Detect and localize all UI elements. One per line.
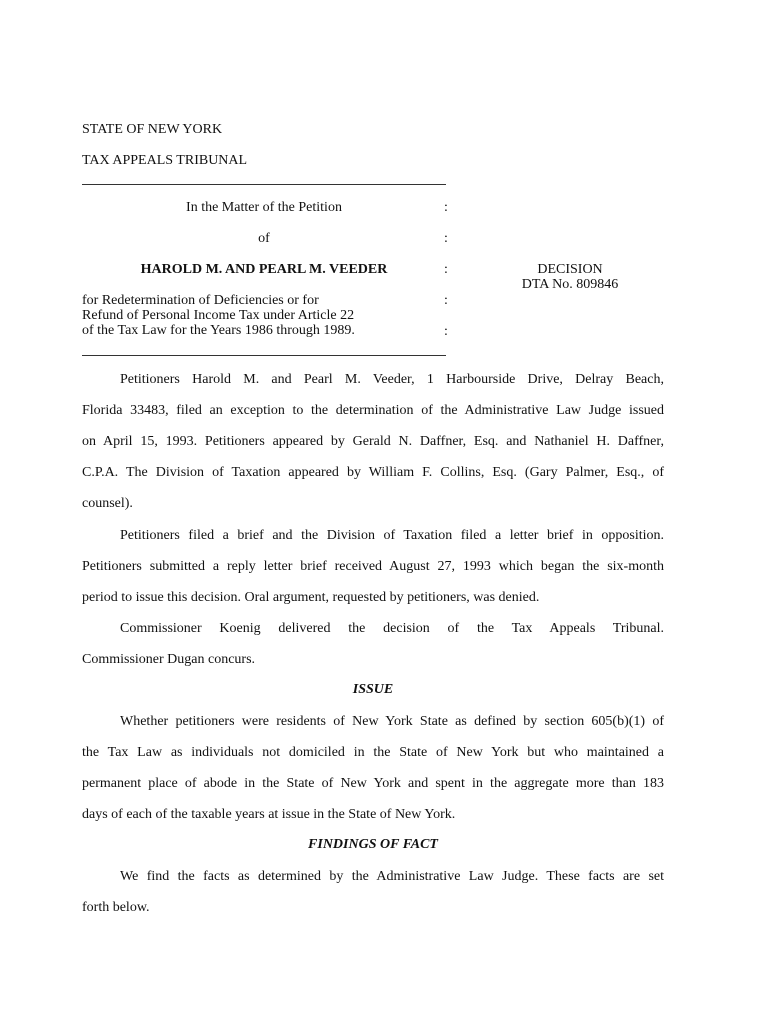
caption-matter: In the Matter of the Petition <box>186 200 342 215</box>
text-line: Commissioner Koenig delivered the decision of the Tax Appeals Tribunal. <box>120 621 664 636</box>
text-line: Whether petitioners were residents of New York State as defined by section 605(b)(1) of <box>120 714 664 729</box>
text-line: We find the facts as determined by the Administrative Law Judge. These facts are set <box>120 869 664 884</box>
decision-block <box>500 262 640 292</box>
text-line: Petitioners submitted a reply letter brief received August 27, 1993 which began the six-month <box>82 559 664 574</box>
caption-for-block <box>82 293 355 338</box>
caption-colon: : <box>444 262 448 277</box>
issue-heading: ISSUE <box>352 682 394 697</box>
caption-colon: : <box>444 293 448 308</box>
text-line: Petitioners filed a brief and the Division of Taxation filed a letter brief in opposition. <box>120 528 664 543</box>
paragraph-appearances <box>82 364 664 519</box>
paragraph-findings <box>82 861 664 923</box>
text-line: the Tax Law as individuals not domiciled in the State of New York but who maintained a <box>82 745 664 760</box>
paragraph-commissioners <box>82 613 664 675</box>
caption-for-line: of the Tax Law for the Years 1986 through 1989. <box>82 323 355 338</box>
dta-number: DTA No. 809846 <box>521 277 619 292</box>
text-line: days of each of the taxable years at issue in the State of New York. <box>82 807 456 822</box>
findings-heading: FINDINGS OF FACT <box>308 837 438 852</box>
caption-of: of <box>258 231 270 246</box>
paragraph-issue <box>82 706 664 830</box>
caption-colon: : <box>444 200 448 215</box>
caption-colon: : <box>444 231 448 246</box>
text-line: period to issue this decision. Oral argument, requested by petitioners, was denied. <box>82 590 540 605</box>
caption-top-rule <box>82 184 446 185</box>
text-line: Florida 33483, filed an exception to the determination of the Administrative Law Judge issued <box>82 403 664 418</box>
text-line: Petitioners Harold M. and Pearl M. Veeder, 1 Harbourside Drive, Delray Beach, <box>120 372 664 387</box>
text-line: forth below. <box>82 900 150 915</box>
caption-colon: : <box>444 324 448 339</box>
decision-label: DECISION <box>537 262 603 277</box>
tribunal-heading: TAX APPEALS TRIBUNAL <box>82 153 248 168</box>
caption-for-line: for Redetermination of Deficiencies or for <box>82 293 319 308</box>
caption-bottom-rule <box>82 355 446 356</box>
text-line: C.P.A. The Division of Taxation appeared by William F. Collins, Esq. (Gary Palmer, Esq., of <box>82 465 664 480</box>
text-line: counsel). <box>82 496 133 511</box>
state-heading: STATE OF NEW YORK <box>82 122 223 137</box>
caption-petitioners: HAROLD M. AND PEARL M. VEEDER <box>140 262 388 277</box>
text-line: on April 15, 1993. Petitioners appeared by Gerald N. Daffner, Esq. and Nathaniel H. Daffner, <box>82 434 664 449</box>
text-line: permanent place of abode in the State of New York and spent in the aggregate more than 183 <box>82 776 664 791</box>
caption-for-line: Refund of Personal Income Tax under Article 22 <box>82 308 355 323</box>
text-line: Commissioner Dugan concurs. <box>82 652 256 667</box>
paragraph-briefs <box>82 520 664 613</box>
